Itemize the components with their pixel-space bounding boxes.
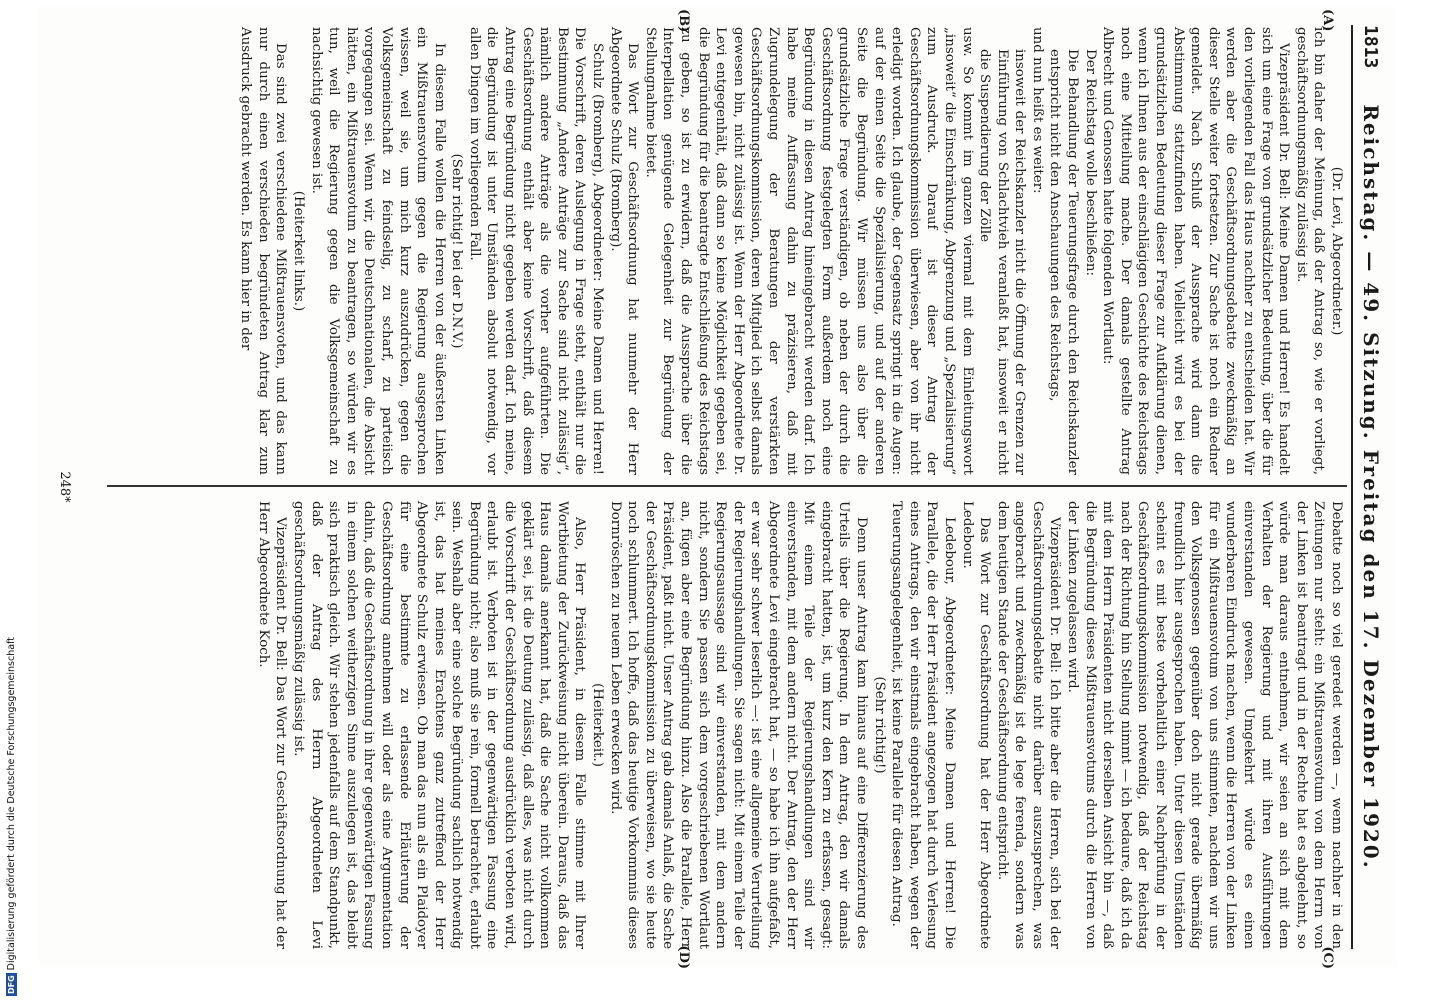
page-title: Reichstag. — 49. Sitzung. Freitag den 17. Dezember 1920. — [1359, 104, 1383, 870]
dfg-logo: DFG — [6, 975, 16, 994]
margin-mark-a: (A) — [1320, 9, 1335, 32]
header-rule — [1351, 25, 1353, 949]
interjection: (Sehr richtig!) — [871, 676, 887, 774]
page-header — [1357, 25, 1385, 949]
digitization-notice — [2, 0, 20, 1000]
paragraph: Also, Herr Präsident, in diesem Falle stimme mit Ihrer Wortbietung der Zurückweisung nicht überein. Daraus, daß das Haus damals anerkannt hat, daß die Sache nicht vollkommen geklärt sei, ist die Deutung zulässig, daß alles, was nicht durch die Vorschrift der Geschäftsordnung ausdrücklich verboten wird, erlaubt ist. Verboten ist in der gegenwärtigen Fassung eine Begründung nicht; also muß sie rein, formell betrachtet, erlaubt sein. Weshalb aber eine solche Begründung sachlich notwendig ist, das hat meines Erachtens ganz zutreffend der Herr Abgeordnete Schulz erwiesen. Ob man das nun als ein Plaidoyer für eine bestimmte zu erlassende Erläuterung der Geschäftsordnung annehmen will oder als eine Argumentation dahin, daß die Geschäftsordnung in ihrer gegenwärtigen Fassung in einem solchen weitherzigen Sinne auszulegen ist, das bleibt sich praktisch gleich. Wir stehen jedenfalls auf dem Standpunkt, daß der Antrag des Herrn Abgeordneten Levi geschäftsordnungsmäßig zulässig ist. — [290, 501, 588, 949]
interjection: (Heiterkeit links.) — [290, 190, 306, 312]
interjection: (Sehr richtig! bei der D.N.V.) — [449, 153, 465, 349]
interjection: (Heiterkeit.) — [590, 683, 606, 767]
paragraph: Das Wort zur Geschäftsordnung hat nunmehr der Herr Abgeordnete Schulz (Bromberg). — [607, 27, 641, 475]
paragraph: Schulz (Bromberg), Abgeordneter: Meine Damen und Herren! Die Vorschrift, deren Auslegung in Frage steht, enthält nur die Bestimmung „Andere Anträge zur Sache sind nicht zulässig“, nämlich andere Anträge als die vorher aufgeführten. Die Geschäftsordnung enthält aber keine Vorschrift, daß diesem Antrag eine Begründung nicht gegeben werden darf. Ich meine, die Begründung ist unter Umständen absolut notwendig, vor allen Dingen im vorliegenden Fall. — [466, 27, 606, 475]
paragraph: Ledebour, Abgeordneter: Meine Damen und Herren! Die Parallele, die der Herr Präsident angezogen hat durch Verlesung eines Antrags, den wir einstmals eingebracht haben, wegen der Teuerungsangelegenheit, ist keine Parallele für diesen Antrag. — [889, 501, 957, 949]
paragraph: Denn unser Antrag kam hinaus auf eine Differenzierung des Urteils über die Regierung. In dem Antrag, den wir damals eingebracht hatten, ist, um kurz den Kern zu erfassen, gesagt: Mit einem Teile der Regierungshandlungen sind wir einverstanden, mit dem andern nicht. Der Antrag, den der Herr Abgeordnete Levi eingebracht hat, — so habe ich ihn aufgefaßt, er war sehr schwer leserlich —: ist eine allgemeine Verurteilung der Regierungshandlungen. Sie sagen nicht: Mit einem Teile der Regierungsaussage sind wir einverstanden, mit dem andern nicht, sondern Sie passen sich dem vorgeschriebenen Wortlaut an, fügen aber eine Begründung hinzu. Also die Parallele, Herr Präsident, paßt nicht. Unser Antrag gab damals Anlaß, die Sache der Geschäftsordnungskommission zu überweisen, wo sie heute noch schlummert. Ich hoffe, daß das heutige Vorkommnis dieses Dornröschen zu neuem Leben erwecken wird. — [607, 501, 869, 949]
paragraph: Vizepräsident Dr. Bell: Ich bitte aber die Herren, sich bei der Geschäftsordnungsdebatte nicht darüber auszusprechen, was angebracht und zweckmäßig ist de lege ferenda, sondern was dem heutigen Stande der Geschäftsordnung entspricht. — [994, 501, 1063, 949]
paragraph: usw. So kommt im ganzen viermal mit dem Einleitungswort „insoweit“ die Einschränkung, Abgrenzung und „Spezialisierung“ zum Ausdruck. Darauf ist dieser Antrag der Geschäftsordnungskommission überwiesen, aber von ihr nicht erledigt worden. Ich glaube, der Gegensatz springt in die Augen: auf der einen Seite die Spezialisierung, und auf der anderen Seite die Begründung. Wir müssen uns also über die grundsätzliche Frage verständigen, ob neben der durch die Geschäftsordnung festgelegten Form außerdem noch eine Begründung in diesen Antrag hineingebracht werden darf. Ich habe meine Auffassung dahin zu präzisieren, daß mit Zugrundelegung der Beratungen der verstärkten Geschäftsordnungskommission, deren Mitglied ich selbst damals gewesen bin, nicht zulässig ist. Wenn der Herr Abgeordnete Dr. Levi entgegenhält, daß dann so keine Möglichkeit gegeben sei, die Begründung für die beantragte Entschließung des Reichstags zu geben, so ist zu erwidern, daß die Aussprache über die Interpellation genügende Gelegenheit zur Begründung der Stellungnahme bietet. — [642, 27, 975, 475]
paragraph: Vizepräsident Dr. Bell: Meine Damen und Herren! Es handelt sich um eine Frage von grundsätzlicher Bedeutung, über die für den vorliegenden Fall das Haus nachher zu entscheiden hat. Wir werden aber die Geschäftsordnungsdebatte zweckmäßig an dieser Stelle weiter fortsetzen. Zur Sache ist noch ein Redner gemeldet. Nach Schluß der Aussprache wird dann die Abstimmung stattzufinden haben. Vielleicht wird es bei der grundsätzlichen Bedeutung dieser Frage zur Aufklärung dienen, wenn ich Ihnen aus der einschlägigen Geschichte des Reichstags noch eine Mitteilung mache. Der damals gestellte Antrag Albrecht und Genossen hatte folgenden Wortlaut: — [1100, 27, 1292, 475]
column-divider — [107, 485, 1347, 487]
page-number: 1813 — [1360, 25, 1382, 69]
paragraph: ich bin daher der Meinung, daß der Antrag so, wie er vorliegt, geschäftsordnungsmäßig zulässig ist. — [1293, 27, 1327, 475]
paragraph: Debatte noch so viel geredet werden —, wenn nachher in den Zeitungen nur steht: ein Mißtrauensvotum von dem Herrn von der Linken ist beantragt und in der Rechte hat es abgelehnt, so würde man daraus entnehmen, wir seien an sich mit dem Verhalten der Regierung und mit ihren Ausführungen einverstanden gewesen. Umgekehrt würde es einen wunderbaren Eindruck machen, wenn die Herren von der Linken für ein Mißtrauensvotum von uns stimmten, nachdem wir uns den Volksgenossen gegenüber doch nicht gerade übermäßig freundlich hier ausgesprochen haben. Unter diesen Umständen scheint es mit beste vorbehaltlich einer Nachprüfung in der Geschäftsordnungskommission notwendig, daß der Reichstag nach der Richtung hin Stellung nimmt — ich bedaure, daß ich da mit dem Herrn Präsidenten nicht derselben Ansicht bin —, daß die Begründung dieses Mißtrauensvotums durch die Herren von der Linken zugelassen wird. — [1065, 501, 1344, 949]
margin-mark-c: (C) — [1320, 946, 1335, 969]
margin-mark-b: (B) — [676, 9, 691, 33]
paragraph: In diesem Falle wollen die Herren von der äußersten Linken ein Mißtrauensvotum gegen die Regierung ausgesprochen wissen, weil sie, um mich kurz auszudrücken, gegen die Volksgemeinschaft zu feindselig, zu scharf, zu parteiisch vorgegangen sei. Wenn wir, die Deutschnationalen, die Absicht hätten, ein Mißtrauensvotum zu beantragen, so würden wir es tun, weil die Regierung gegen die Volksgemeinschaft zu nachsichtig gewesen ist. — [308, 27, 447, 475]
paragraph: Das sind zwei verschiedene Mißtrauensvoten, und das kann nur durch einen verschieden begründeten Antrag klar zum Ausdruck gebracht werden. Es kann hier in der — [238, 27, 289, 475]
paragraph: Vizepräsident Dr. Bell: Das Wort zur Geschäftsordnung hat der Herr Abgeordnete Koch. — [255, 501, 289, 949]
speaker-continuation: (Dr. Levi, Abgeordneter.) — [1329, 166, 1344, 336]
paragraph: Das Wort zur Geschäftsordnung hat der Herr Abgeordnete Ledebour. — [959, 501, 993, 949]
notice-text: Digitalisierung gefördert durch die Deutsche Forschungsgemeinschaft — [5, 637, 17, 971]
margin-mark-d: (D) — [676, 945, 691, 969]
quote-line: insoweit der Reichskanzler nicht die Öffnung der Grenzen zur Einführung von Schlachtvieh veranlaßt hat, insoweit er nicht die Suspendierung der Zölle — [977, 49, 1028, 475]
quote-line: Der Reichstag wolle beschließen: — [1082, 49, 1098, 277]
paragraph: und nun heißt es weiter: — [1029, 27, 1045, 194]
signature-mark: 248* — [57, 471, 72, 503]
left-column — [237, 27, 1345, 475]
quote-line: Die Behandlung der Teuerungsfrage durch den Reichskanzler entspricht nicht den Anschauungen des Reichstags, — [1047, 49, 1081, 475]
right-column — [254, 501, 1345, 949]
scanned-page — [37, 7, 1397, 967]
